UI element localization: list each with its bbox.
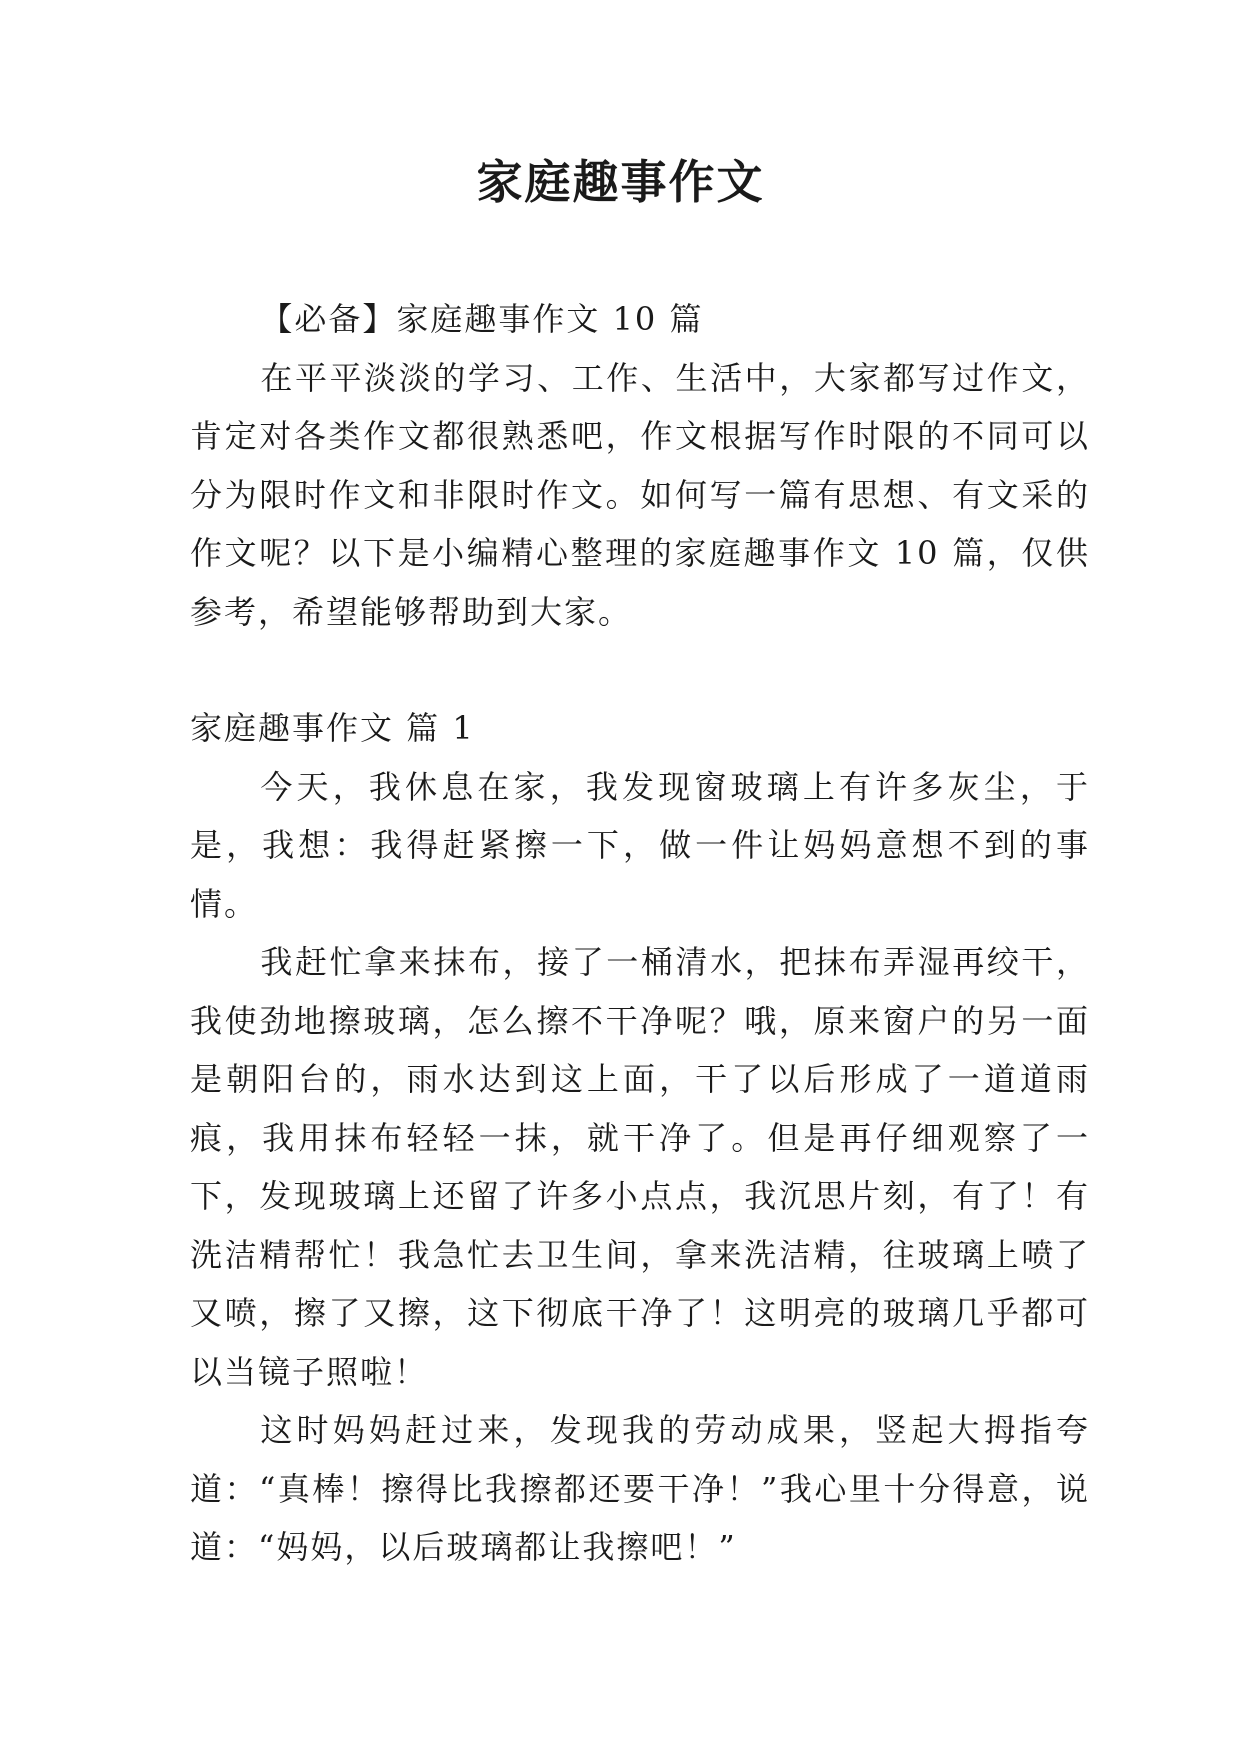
document-title: 家庭趣事作文	[476, 155, 765, 209]
document-body	[190, 290, 1090, 1577]
intro-paragraph: 在平平淡淡的学习、工作、生活中，大家都写过作文，肯定对各类作文都很熟悉吧，作文根据写作时限的不同可以分为限时作文和非限时作文。如何写一篇有思想、有文采的作文呢？以下是小编精心整理的家庭趣事作文 10 篇，仅供参考，希望能够帮助到大家。	[190, 358, 1090, 631]
section-heading: 家庭趣事作文 篇 1	[190, 709, 475, 747]
body-paragraph: 今天，我休息在家，我发现窗玻璃上有许多灰尘，于是，我想：我得赶紧擦一下，做一件让妈妈意想不到的事情。	[190, 767, 1090, 923]
body-paragraph: 这时妈妈赶过来，发现我的劳动成果，竖起大拇指夸道：“真棒！擦得比我擦都还要干净！”我心里十分得意，说道：“妈妈，以后玻璃都让我擦吧！”	[190, 1411, 1090, 1566]
body-paragraph: 我赶忙拿来抹布，接了一桶清水，把抹布弄湿再绞干，我使劲地擦玻璃，怎么擦不干净呢？哦，原来窗户的另一面是朝阳台的，雨水达到这上面，干了以后形成了一道道雨痕，我用抹布轻轻一抹，就干净了。但是再仔细观察了一下，发现玻璃上还留了许多小点点，我沉思片刻，有了！有洗洁精帮忙！我急忙去卫生间，拿来洗洁精，往玻璃上喷了又喷，擦了又擦，这下彻底干净了！这明亮的玻璃几乎都可以当镜子照啦！	[190, 943, 1090, 1391]
intro-heading: 【必备】家庭趣事作文 10 篇	[260, 300, 704, 338]
